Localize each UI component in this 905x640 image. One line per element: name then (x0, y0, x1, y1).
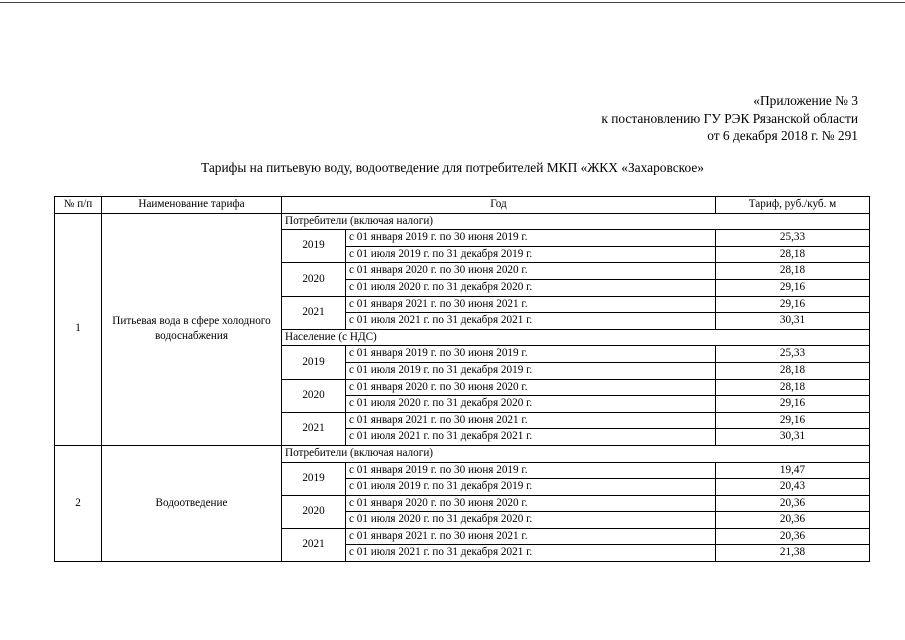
tariff-name: Питьевая вода в сфере холодного водоснабжения (102, 213, 282, 445)
period-cell: с 01 июля 2019 г. по 31 декабря 2019 г. (346, 362, 716, 379)
tariff-value-cell: 19,47 (716, 462, 870, 479)
tariff-value-cell: 20,36 (716, 495, 870, 512)
period-cell: с 01 января 2020 г. по 30 июня 2020 г. (346, 495, 716, 512)
period-cell: с 01 января 2021 г. по 30 июня 2021 г. (346, 528, 716, 545)
period-cell: с 01 января 2021 г. по 30 июня 2021 г. (346, 412, 716, 429)
tariff-value-cell: 28,18 (716, 246, 870, 263)
tariff-table (54, 196, 870, 562)
consumer-group-label: Потребители (включая налоги) (282, 445, 870, 462)
tariff-value-cell: 28,18 (716, 362, 870, 379)
period-cell: с 01 января 2021 г. по 30 июня 2021 г. (346, 296, 716, 313)
year-cell: 2019 (282, 230, 346, 263)
tariff-value-cell: 30,31 (716, 313, 870, 330)
period-cell: с 01 января 2019 г. по 30 июня 2019 г. (346, 462, 716, 479)
year-cell: 2019 (282, 346, 346, 379)
column-header-tariff-name: Наименование тарифа (102, 197, 282, 214)
tariff-value-cell: 28,18 (716, 379, 870, 396)
period-cell: с 01 января 2020 г. по 30 июня 2020 г. (346, 263, 716, 280)
period-cell: с 01 июля 2021 г. по 31 декабря 2021 г. (346, 313, 716, 330)
year-cell: 2021 (282, 412, 346, 445)
period-cell: с 01 июля 2021 г. по 31 декабря 2021 г. (346, 545, 716, 562)
group-row (55, 213, 870, 230)
year-cell: 2020 (282, 263, 346, 296)
period-cell: с 01 января 2019 г. по 30 июня 2019 г. (346, 346, 716, 363)
table-body (55, 213, 870, 561)
appendix-resolution: к постановлению ГУ РЭК Рязанской области (601, 110, 858, 126)
tariff-value-cell: 28,18 (716, 263, 870, 280)
tariff-value-cell: 29,16 (716, 279, 870, 296)
tariff-value-cell: 20,43 (716, 479, 870, 496)
year-cell: 2021 (282, 296, 346, 329)
period-cell: с 01 июля 2021 г. по 31 декабря 2021 г. (346, 429, 716, 446)
group-row (55, 445, 870, 462)
column-header-tariff: Тариф, руб./куб. м (716, 197, 870, 214)
period-cell: с 01 января 2019 г. по 30 июня 2019 г. (346, 230, 716, 247)
appendix-date: от 6 декабря 2018 г. № 291 (707, 128, 858, 143)
row-number: 2 (55, 445, 102, 561)
tariff-value-cell: 29,16 (716, 296, 870, 313)
appendix-number: «Приложение № 3 (753, 93, 858, 108)
year-cell: 2021 (282, 528, 346, 561)
period-cell: с 01 июля 2020 г. по 31 декабря 2020 г. (346, 279, 716, 296)
tariff-value-cell: 30,31 (716, 429, 870, 446)
consumer-group-label: Население (с НДС) (282, 329, 870, 346)
tariff-value-cell: 29,16 (716, 412, 870, 429)
tariff-value-cell: 25,33 (716, 346, 870, 363)
column-header-number: № п/п (55, 197, 102, 214)
period-cell: с 01 июля 2020 г. по 31 декабря 2020 г. (346, 512, 716, 529)
year-cell: 2019 (282, 462, 346, 495)
year-cell: 2020 (282, 379, 346, 412)
tariff-value-cell: 21,38 (716, 545, 870, 562)
consumer-group-label: Потребители (включая налоги) (282, 213, 870, 230)
year-cell: 2020 (282, 495, 346, 528)
period-cell: с 01 июля 2019 г. по 31 декабря 2019 г. (346, 479, 716, 496)
tariff-value-cell: 20,36 (716, 512, 870, 529)
appendix-header (601, 92, 858, 145)
period-cell: с 01 января 2020 г. по 30 июня 2020 г. (346, 379, 716, 396)
tariff-value-cell: 20,36 (716, 528, 870, 545)
row-number: 1 (55, 213, 102, 445)
period-cell: с 01 июля 2019 г. по 31 декабря 2019 г. (346, 246, 716, 263)
table-header-row (55, 197, 870, 214)
column-header-year: Год (282, 197, 716, 214)
scan-border-line (0, 2, 905, 3)
document-title: Тарифы на питьевую воду, водоотведение для потребителей МКП «ЖКХ «Захаровское» (201, 160, 704, 175)
tariff-name: Водоотведение (102, 445, 282, 561)
period-cell: с 01 июля 2020 г. по 31 декабря 2020 г. (346, 396, 716, 413)
tariff-value-cell: 25,33 (716, 230, 870, 247)
tariff-value-cell: 29,16 (716, 396, 870, 413)
